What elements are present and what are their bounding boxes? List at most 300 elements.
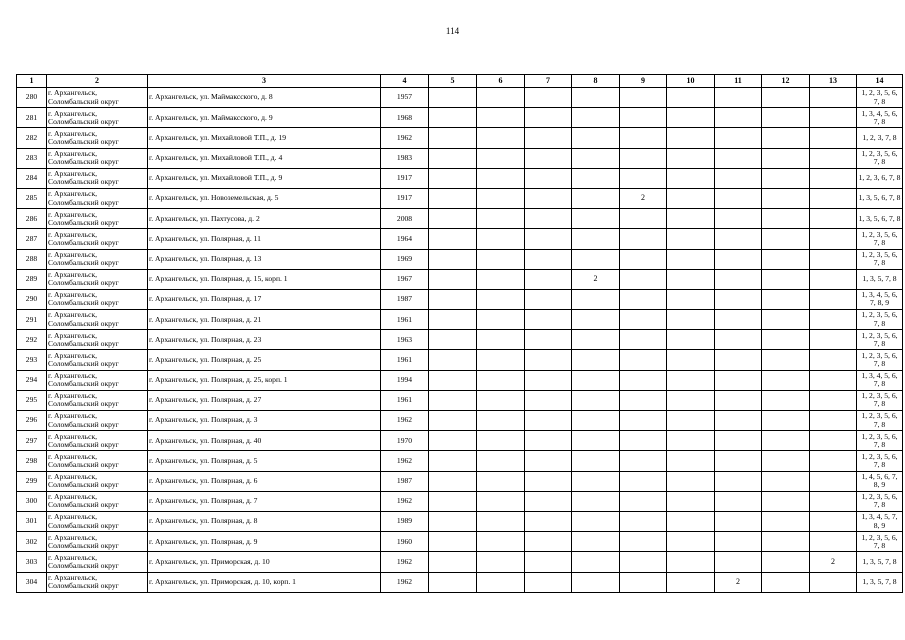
value-cell-col-8 [572, 370, 620, 390]
value-cell-col-13 [810, 411, 857, 431]
district-cell: г. Архангельск, Соломбальский округ [47, 108, 148, 128]
district-cell: г. Архангельск, Соломбальский округ [47, 350, 148, 370]
table-row [17, 350, 903, 370]
value-cell-col-8 [572, 330, 620, 350]
table-row [17, 370, 903, 390]
value-cell-col-13 [810, 108, 857, 128]
value-cell-col-10 [667, 431, 715, 451]
value-cell-col-11 [715, 249, 762, 269]
value-cell-col-7 [525, 188, 572, 208]
value-cell-col-10 [667, 128, 715, 148]
district-cell: г. Архангельск, Соломбальский округ [47, 229, 148, 249]
value-cell-col-11 [715, 471, 762, 491]
value-cell-col-12 [762, 168, 810, 188]
value-cell-col-7 [525, 229, 572, 249]
district-cell: г. Архангельск, Соломбальский округ [47, 188, 148, 208]
row-number: 304 [17, 572, 47, 592]
district-cell: г. Архангельск, Соломбальский округ [47, 471, 148, 491]
address-cell: г. Архангельск, ул. Полярная, д. 3 [148, 411, 381, 431]
table-row [17, 511, 903, 531]
value-cell-col-7 [525, 350, 572, 370]
value-cell-col-13 [810, 148, 857, 168]
value-cell-col-6 [477, 209, 525, 229]
value-cell-col-6 [477, 350, 525, 370]
value-cell-col-13 [810, 390, 857, 410]
value-cell-col-10 [667, 552, 715, 572]
address-cell: г. Архангельск, ул. Полярная, д. 7 [148, 491, 381, 511]
row-number: 287 [17, 229, 47, 249]
codes-cell: 1, 2, 3, 5, 6, 7, 8 [857, 491, 903, 511]
value-cell-col-7 [525, 431, 572, 451]
value-cell-col-5 [429, 289, 477, 309]
value-cell-col-7 [525, 330, 572, 350]
value-cell-col-11 [715, 88, 762, 108]
value-cell-col-10 [667, 269, 715, 289]
district-cell: г. Архангельск, Соломбальский округ [47, 532, 148, 552]
value-cell-col-5 [429, 411, 477, 431]
district-cell: г. Архангельск, Соломбальский округ [47, 148, 148, 168]
value-cell-col-9 [620, 390, 667, 410]
value-cell-col-5 [429, 350, 477, 370]
value-cell-col-7 [525, 511, 572, 531]
value-cell-col-11 [715, 411, 762, 431]
address-cell: г. Архангельск, ул. Приморская, д. 10 [148, 552, 381, 572]
value-cell-col-9: 2 [620, 188, 667, 208]
value-cell-col-6 [477, 88, 525, 108]
value-cell-col-13: 2 [810, 552, 857, 572]
table-row [17, 471, 903, 491]
address-cell: г. Архангельск, ул. Полярная, д. 9 [148, 532, 381, 552]
value-cell-col-11 [715, 330, 762, 350]
value-cell-col-12 [762, 572, 810, 592]
table-row [17, 168, 903, 188]
address-cell: г. Архангельск, ул. Приморская, д. 10, корп. 1 [148, 572, 381, 592]
value-cell-col-12 [762, 88, 810, 108]
table-row [17, 289, 903, 309]
table-row [17, 431, 903, 451]
value-cell-col-12 [762, 209, 810, 229]
value-cell-col-7 [525, 451, 572, 471]
value-cell-col-13 [810, 532, 857, 552]
column-header-7: 7 [525, 75, 572, 88]
value-cell-col-10 [667, 168, 715, 188]
value-cell-col-5 [429, 471, 477, 491]
value-cell-col-10 [667, 511, 715, 531]
value-cell-col-8 [572, 168, 620, 188]
value-cell-col-5 [429, 209, 477, 229]
value-cell-col-10 [667, 108, 715, 128]
value-cell-col-13 [810, 431, 857, 451]
value-cell-col-9 [620, 128, 667, 148]
value-cell-col-11 [715, 188, 762, 208]
value-cell-col-8 [572, 411, 620, 431]
value-cell-col-13 [810, 249, 857, 269]
column-header-1: 1 [17, 75, 47, 88]
value-cell-col-8 [572, 310, 620, 330]
row-number: 301 [17, 511, 47, 531]
value-cell-col-13 [810, 350, 857, 370]
value-cell-col-10 [667, 411, 715, 431]
value-cell-col-11 [715, 310, 762, 330]
codes-cell: 1, 2, 3, 5, 6, 7, 8 [857, 148, 903, 168]
year-cell: 1961 [381, 390, 429, 410]
value-cell-col-7 [525, 209, 572, 229]
row-number: 294 [17, 370, 47, 390]
table-row [17, 209, 903, 229]
value-cell-col-9 [620, 88, 667, 108]
value-cell-col-6 [477, 431, 525, 451]
value-cell-col-7 [525, 310, 572, 330]
codes-cell: 1, 3, 4, 5, 6, 7, 8, 9 [857, 289, 903, 309]
value-cell-col-10 [667, 390, 715, 410]
value-cell-col-9 [620, 532, 667, 552]
column-header-10: 10 [667, 75, 715, 88]
value-cell-col-6 [477, 471, 525, 491]
value-cell-col-10 [667, 310, 715, 330]
value-cell-col-13 [810, 168, 857, 188]
year-cell: 1962 [381, 572, 429, 592]
column-header-11: 11 [715, 75, 762, 88]
value-cell-col-12 [762, 148, 810, 168]
value-cell-col-5 [429, 148, 477, 168]
district-cell: г. Архангельск, Соломбальский округ [47, 289, 148, 309]
year-cell: 1917 [381, 168, 429, 188]
value-cell-col-8 [572, 471, 620, 491]
value-cell-col-10 [667, 249, 715, 269]
table-row [17, 330, 903, 350]
value-cell-col-13 [810, 188, 857, 208]
address-cell: г. Архангельск, ул. Полярная, д. 21 [148, 310, 381, 330]
value-cell-col-7 [525, 128, 572, 148]
value-cell-col-5 [429, 330, 477, 350]
value-cell-col-13 [810, 310, 857, 330]
row-number: 283 [17, 148, 47, 168]
table-body [17, 88, 903, 593]
address-cell: г. Архангельск, ул. Полярная, д. 13 [148, 249, 381, 269]
value-cell-col-12 [762, 289, 810, 309]
value-cell-col-5 [429, 188, 477, 208]
address-cell: г. Архангельск, ул. Полярная, д. 25 [148, 350, 381, 370]
value-cell-col-8 [572, 249, 620, 269]
page-number: 114 [445, 26, 460, 36]
value-cell-col-6 [477, 128, 525, 148]
value-cell-col-7 [525, 370, 572, 390]
year-cell: 1987 [381, 471, 429, 491]
value-cell-col-11 [715, 108, 762, 128]
codes-cell: 1, 2, 3, 5, 6, 7, 8 [857, 310, 903, 330]
table-row [17, 532, 903, 552]
address-cell: г. Архангельск, ул. Полярная, д. 15, корп. 1 [148, 269, 381, 289]
value-cell-col-6 [477, 491, 525, 511]
value-cell-col-6 [477, 511, 525, 531]
row-number: 296 [17, 411, 47, 431]
district-cell: г. Архангельск, Соломбальский округ [47, 168, 148, 188]
address-cell: г. Архангельск, ул. Маймаксского, д. 9 [148, 108, 381, 128]
value-cell-col-5 [429, 168, 477, 188]
value-cell-col-7 [525, 168, 572, 188]
value-cell-col-9 [620, 552, 667, 572]
row-number: 280 [17, 88, 47, 108]
address-cell: г. Архангельск, ул. Пахтусова, д. 2 [148, 209, 381, 229]
value-cell-col-10 [667, 350, 715, 370]
district-cell: г. Архангельск, Соломбальский округ [47, 209, 148, 229]
value-cell-col-9 [620, 350, 667, 370]
address-cell: г. Архангельск, ул. Маймаксского, д. 8 [148, 88, 381, 108]
year-cell: 1989 [381, 511, 429, 531]
table-row [17, 148, 903, 168]
value-cell-col-8 [572, 108, 620, 128]
value-cell-col-5 [429, 572, 477, 592]
row-number: 299 [17, 471, 47, 491]
table-row [17, 390, 903, 410]
district-cell: г. Архангельск, Соломбальский округ [47, 370, 148, 390]
table-row [17, 229, 903, 249]
year-cell: 1963 [381, 330, 429, 350]
column-header-5: 5 [429, 75, 477, 88]
district-cell: г. Архангельск, Соломбальский округ [47, 330, 148, 350]
column-header-12: 12 [762, 75, 810, 88]
address-cell: г. Архангельск, ул. Полярная, д. 25, корп. 1 [148, 370, 381, 390]
year-cell: 1962 [381, 128, 429, 148]
value-cell-col-9 [620, 148, 667, 168]
value-cell-col-10 [667, 330, 715, 350]
value-cell-col-11 [715, 552, 762, 572]
value-cell-col-13 [810, 572, 857, 592]
value-cell-col-9 [620, 451, 667, 471]
value-cell-col-9 [620, 330, 667, 350]
year-cell: 1962 [381, 491, 429, 511]
value-cell-col-8 [572, 229, 620, 249]
value-cell-col-5 [429, 491, 477, 511]
column-header-14: 14 [857, 75, 903, 88]
value-cell-col-10 [667, 532, 715, 552]
codes-cell: 1, 2, 3, 7, 8 [857, 128, 903, 148]
year-cell: 1961 [381, 350, 429, 370]
codes-cell: 1, 2, 3, 5, 6, 7, 8 [857, 249, 903, 269]
codes-cell: 1, 2, 3, 5, 6, 7, 8 [857, 390, 903, 410]
value-cell-col-5 [429, 269, 477, 289]
year-cell: 1968 [381, 108, 429, 128]
district-cell: г. Архангельск, Соломбальский округ [47, 491, 148, 511]
value-cell-col-8 [572, 491, 620, 511]
value-cell-col-7 [525, 289, 572, 309]
value-cell-col-12 [762, 552, 810, 572]
value-cell-col-7 [525, 532, 572, 552]
value-cell-col-11 [715, 229, 762, 249]
value-cell-col-11 [715, 289, 762, 309]
value-cell-col-6 [477, 532, 525, 552]
value-cell-col-11 [715, 269, 762, 289]
value-cell-col-12 [762, 511, 810, 531]
value-cell-col-13 [810, 491, 857, 511]
year-cell: 1969 [381, 249, 429, 269]
address-cell: г. Архангельск, ул. Михайловой Т.П., д. 19 [148, 128, 381, 148]
value-cell-col-5 [429, 511, 477, 531]
row-number: 298 [17, 451, 47, 471]
value-cell-col-6 [477, 390, 525, 410]
district-cell: г. Архангельск, Соломбальский округ [47, 269, 148, 289]
codes-cell: 1, 2, 3, 5, 6, 7, 8 [857, 431, 903, 451]
table-row [17, 188, 903, 208]
value-cell-col-6 [477, 310, 525, 330]
codes-cell: 1, 4, 5, 6, 7, 8, 9 [857, 471, 903, 491]
table-row [17, 249, 903, 269]
value-cell-col-11 [715, 209, 762, 229]
value-cell-col-12 [762, 128, 810, 148]
value-cell-col-6 [477, 148, 525, 168]
codes-cell: 1, 3, 4, 5, 6, 7, 8 [857, 370, 903, 390]
row-number: 292 [17, 330, 47, 350]
address-cell: г. Архангельск, ул. Михайловой Т.П., д. 4 [148, 148, 381, 168]
value-cell-col-10 [667, 229, 715, 249]
value-cell-col-6 [477, 168, 525, 188]
value-cell-col-5 [429, 532, 477, 552]
row-number: 290 [17, 289, 47, 309]
row-number: 282 [17, 128, 47, 148]
value-cell-col-6 [477, 108, 525, 128]
row-number: 295 [17, 390, 47, 410]
year-cell: 1983 [381, 148, 429, 168]
value-cell-col-9 [620, 269, 667, 289]
row-number: 285 [17, 188, 47, 208]
value-cell-col-7 [525, 148, 572, 168]
year-cell: 1962 [381, 411, 429, 431]
value-cell-col-6 [477, 330, 525, 350]
table-row [17, 88, 903, 108]
value-cell-col-7 [525, 471, 572, 491]
value-cell-col-12 [762, 390, 810, 410]
value-cell-col-6 [477, 370, 525, 390]
value-cell-col-5 [429, 108, 477, 128]
value-cell-col-7 [525, 108, 572, 128]
value-cell-col-5 [429, 370, 477, 390]
value-cell-col-5 [429, 451, 477, 471]
column-header-13: 13 [810, 75, 857, 88]
value-cell-col-10 [667, 289, 715, 309]
value-cell-col-5 [429, 229, 477, 249]
value-cell-col-9 [620, 491, 667, 511]
value-cell-col-12 [762, 249, 810, 269]
value-cell-col-12 [762, 229, 810, 249]
value-cell-col-9 [620, 108, 667, 128]
value-cell-col-12 [762, 108, 810, 128]
address-cell: г. Архангельск, ул. Полярная, д. 8 [148, 511, 381, 531]
value-cell-col-11 [715, 350, 762, 370]
value-cell-col-12 [762, 350, 810, 370]
column-header-9: 9 [620, 75, 667, 88]
value-cell-col-9 [620, 229, 667, 249]
housing-register-table [16, 74, 903, 593]
value-cell-col-13 [810, 330, 857, 350]
value-cell-col-8 [572, 532, 620, 552]
year-cell: 1917 [381, 188, 429, 208]
row-number: 297 [17, 431, 47, 451]
year-cell: 1970 [381, 431, 429, 451]
value-cell-col-11 [715, 451, 762, 471]
value-cell-col-13 [810, 269, 857, 289]
table-row [17, 552, 903, 572]
value-cell-col-7 [525, 88, 572, 108]
value-cell-col-8: 2 [572, 269, 620, 289]
value-cell-col-5 [429, 128, 477, 148]
value-cell-col-10 [667, 451, 715, 471]
value-cell-col-5 [429, 431, 477, 451]
value-cell-col-8 [572, 451, 620, 471]
value-cell-col-11 [715, 168, 762, 188]
value-cell-col-5 [429, 249, 477, 269]
value-cell-col-13 [810, 128, 857, 148]
codes-cell: 1, 3, 4, 5, 7, 8, 9 [857, 511, 903, 531]
row-number: 291 [17, 310, 47, 330]
value-cell-col-10 [667, 370, 715, 390]
value-cell-col-6 [477, 411, 525, 431]
year-cell: 1987 [381, 289, 429, 309]
header-row [17, 75, 903, 88]
value-cell-col-6 [477, 229, 525, 249]
value-cell-col-10 [667, 471, 715, 491]
value-cell-col-9 [620, 168, 667, 188]
district-cell: г. Архангельск, Соломбальский округ [47, 128, 148, 148]
address-cell: г. Архангельск, ул. Полярная, д. 40 [148, 431, 381, 451]
value-cell-col-13 [810, 88, 857, 108]
value-cell-col-6 [477, 451, 525, 471]
value-cell-col-7 [525, 249, 572, 269]
value-cell-col-11 [715, 370, 762, 390]
value-cell-col-13 [810, 209, 857, 229]
value-cell-col-11 [715, 511, 762, 531]
table-row [17, 491, 903, 511]
value-cell-col-12 [762, 532, 810, 552]
value-cell-col-6 [477, 249, 525, 269]
address-cell: г. Архангельск, ул. Полярная, д. 27 [148, 390, 381, 410]
district-cell: г. Архангельск, Соломбальский округ [47, 310, 148, 330]
value-cell-col-9 [620, 471, 667, 491]
value-cell-col-13 [810, 229, 857, 249]
row-number: 302 [17, 532, 47, 552]
value-cell-col-9 [620, 431, 667, 451]
column-header-2: 2 [47, 75, 148, 88]
value-cell-col-8 [572, 128, 620, 148]
value-cell-col-12 [762, 330, 810, 350]
value-cell-col-12 [762, 269, 810, 289]
address-cell: г. Архангельск, ул. Полярная, д. 11 [148, 229, 381, 249]
row-number: 300 [17, 491, 47, 511]
value-cell-col-10 [667, 88, 715, 108]
value-cell-col-9 [620, 209, 667, 229]
row-number: 288 [17, 249, 47, 269]
row-number: 289 [17, 269, 47, 289]
value-cell-col-7 [525, 491, 572, 511]
value-cell-col-5 [429, 552, 477, 572]
value-cell-col-9 [620, 249, 667, 269]
value-cell-col-11 [715, 532, 762, 552]
year-cell: 1961 [381, 310, 429, 330]
value-cell-col-7 [525, 411, 572, 431]
table-row [17, 269, 903, 289]
row-number: 303 [17, 552, 47, 572]
value-cell-col-7 [525, 552, 572, 572]
value-cell-col-13 [810, 511, 857, 531]
value-cell-col-8 [572, 511, 620, 531]
row-number: 286 [17, 209, 47, 229]
value-cell-col-12 [762, 491, 810, 511]
value-cell-col-6 [477, 289, 525, 309]
value-cell-col-7 [525, 390, 572, 410]
value-cell-col-6 [477, 269, 525, 289]
value-cell-col-8 [572, 289, 620, 309]
codes-cell: 1, 3, 5, 7, 8 [857, 552, 903, 572]
value-cell-col-6 [477, 188, 525, 208]
